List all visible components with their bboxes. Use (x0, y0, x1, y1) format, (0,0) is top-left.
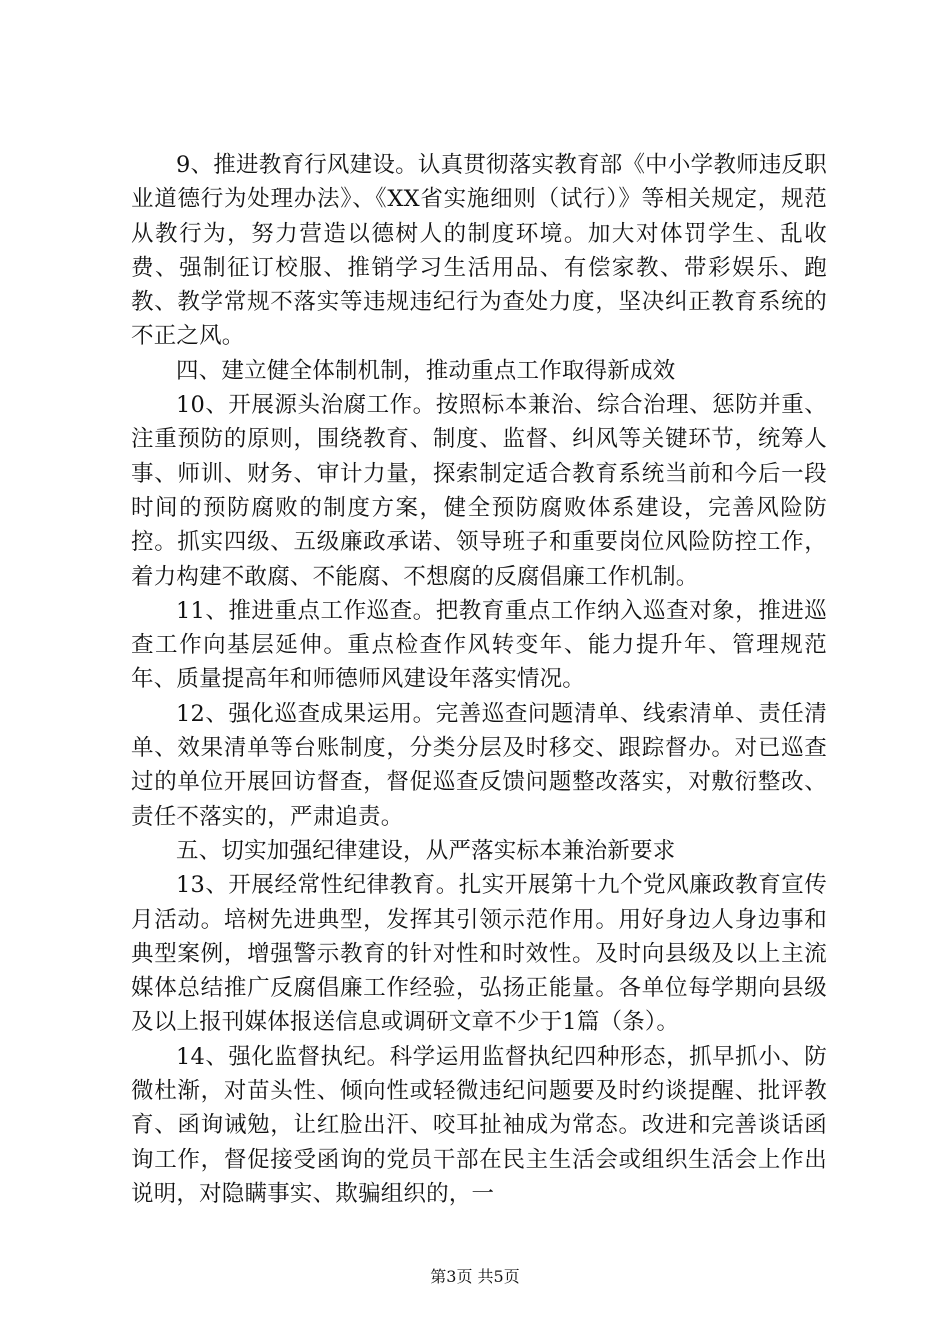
paragraph-item-14: 14、强化监督执纪。科学运用监督执纪四种形态，抓早抓小、防微杜渐，对苗头性、倾向性或轻微违纪问题要及时约谈提醒、批评教育、函询诫勉，让红脸出汗、咬耳扯袖成为常态。改进和完善谈话函询工作，督促接受函询的党员干部在民主生活会或组织生活会上作出说明，对隐瞒事实、欺骗组织的，一 (131, 1043, 827, 1207)
paragraph-item-9: 9、推进教育行风建设。认真贯彻落实教育部《中小学教师违反职业道德行为处理办法》、《XX省实施细则（试行）》等相关规定，规范从教行为，努力营造以德树人的制度环境。加大对体罚学生、乱收费、强制征订校服、推销学习生活用品、有偿家教、带彩娱乐、跑教、教学常规不落实等违规违纪行为查处力度，坚决纠正教育系统的不正之风。 (131, 152, 827, 350)
page-number-footer: 第3页 共5页 (430, 1267, 520, 1286)
document-body (131, 148, 827, 1211)
section-heading-4: 四、建立健全体制机制，推动重点工作取得新成效 (176, 357, 676, 384)
paragraph-item-13: 13、开展经常性纪律教育。扎实开展第十九个党风廉政教育宣传月活动。培树先进典型，发挥其引领示范作用。用好身边人身边事和典型案例，增强警示教育的针对性和时效性。及时向县级及以上主流媒体总结推广反腐倡廉工作经验，弘扬正能量。各单位每学期向县级及以上报刊媒体报送信息或调研文章不少于1篇（条）。 (131, 872, 827, 1036)
paragraph-item-10: 10、开展源头治腐工作。按照标本兼治、综合治理、惩防并重、注重预防的原则，围绕教育、制度、监督、纠风等关键环节，统筹人事、师训、财务、审计力量，探索制定适合教育系统当前和今后一段时间的预防腐败的制度方案，健全预防腐败体系建设，完善风险防控。抓实四级、五级廉政承诺、领导班子和重要岗位风险防控工作，着力构建不敢腐、不能腐、不想腐的反腐倡廉工作机制。 (131, 392, 827, 590)
paragraph-item-12: 12、强化巡查成果运用。完善巡查问题清单、线索清单、责任清单、效果清单等台账制度，分类分层及时移交、跟踪督办。对已巡查过的单位开展回访督查，督促巡查反馈问题整改落实，对敷衍整改、责任不落实的，严肃追责。 (131, 700, 827, 830)
section-heading-5: 五、切实加强纪律建设，从严落实标本兼治新要求 (176, 837, 676, 864)
paragraph-item-11: 11、推进重点工作巡查。把教育重点工作纳入巡查对象，推进巡查工作向基层延伸。重点检查作风转变年、能力提升年、管理规范年、质量提高年和师德师风建设年落实情况。 (131, 597, 827, 693)
